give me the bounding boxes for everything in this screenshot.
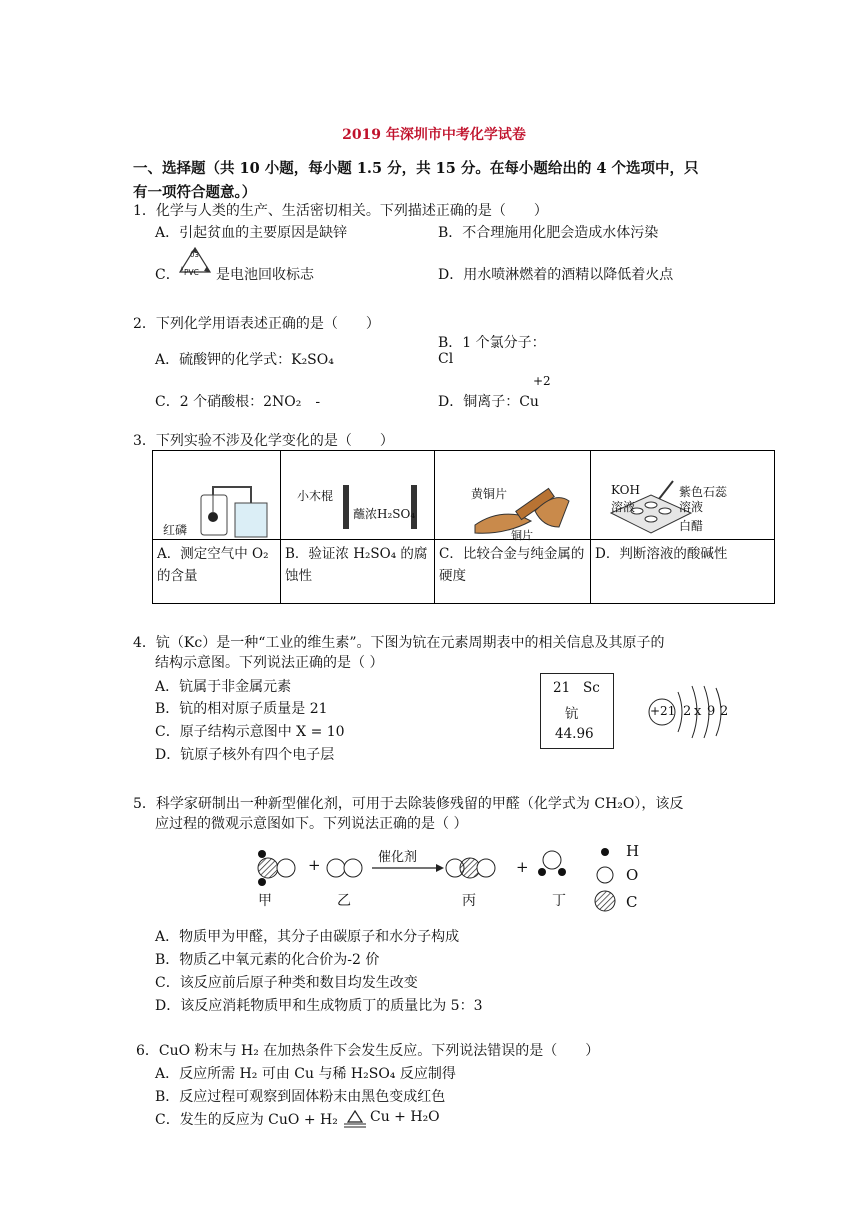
q2-option-d: D．铜离子：Cu — [438, 394, 539, 410]
shell-2: x — [694, 704, 702, 719]
q3-image-b — [281, 451, 435, 540]
element-name: 钪 — [565, 706, 579, 722]
element-symbol: Sc — [583, 680, 600, 696]
q3-image-a — [153, 451, 281, 540]
q5-option-d: D．该反应消耗物质甲和生成物质丁的质量比为 5：3 — [155, 998, 483, 1014]
label-bing: 丙 — [462, 893, 476, 909]
q1-option-b: B．不合理施用化肥会造成水体污染 — [438, 225, 659, 241]
q3-table — [152, 450, 775, 604]
q1-stem: 1．化学与人类的生产、生活密切相关。下列描述正确的是（ ） — [133, 203, 548, 219]
reaction-diagram — [250, 840, 670, 920]
element-number: 21 — [553, 680, 571, 696]
q4-option-c: C．原子结构示意图中 X = 10 — [155, 724, 345, 740]
plus-1: + — [308, 856, 321, 874]
heat-condition-icon — [343, 1108, 367, 1128]
q4-option-b: B．钪的相对原子质量是 21 — [155, 701, 328, 717]
q5-stem-line2: 应过程的微观示意图如下。下列说法正确的是（ ） — [155, 816, 468, 832]
recycle-icon-text: PVC — [184, 268, 199, 277]
q6-option-b: B．反应过程可观察到固体粉末由黑色变成红色 — [155, 1089, 446, 1105]
plus-2: + — [516, 858, 529, 876]
q5-option-b: B．物质乙中氧元素的化合价为-2 价 — [155, 952, 380, 968]
q3-caption-d: D．判断溶液的酸碱性 — [591, 540, 775, 604]
catalyst-label: 催化剂 — [378, 850, 418, 865]
q6-option-a: A．反应所需 H₂ 可由 Cu 与稀 H₂SO₄ 反应制得 — [155, 1066, 456, 1082]
q3-image-c — [435, 451, 591, 540]
shell-3: 9 — [707, 704, 716, 719]
q2-stem: 2．下列化学用语表述正确的是（ ） — [133, 316, 380, 332]
recycle-icon — [177, 246, 213, 282]
page-title: 2019 年深圳市中考化学试卷 — [342, 127, 526, 143]
q1-option-a: A．引起贫血的主要原因是缺锌 — [155, 225, 348, 241]
label-ding: 丁 — [552, 893, 566, 909]
label-yi: 乙 — [337, 893, 351, 909]
label-jia: 甲 — [258, 893, 272, 909]
q1-option-c-text: 是电池回收标志 — [216, 267, 314, 283]
label-dip-acid: 蘸浓H₂SO₄ — [353, 507, 416, 521]
q1-option-d: D．用水喷淋燃着的酒精以降低着火点 — [438, 267, 674, 283]
q6-option-c-right: Cu + H₂O — [370, 1109, 440, 1125]
q3-image-d — [591, 451, 775, 540]
q2-option-c: C．2 个硝酸根：2NO₂ - — [155, 394, 321, 410]
label-koh-1: KOH — [611, 483, 640, 497]
label-red-phosphorus: 红磷 — [163, 523, 188, 537]
q4-stem-line1: 4．钪（Kc）是一种“工业的维生素”。下图为钪在元素周期表中的相关信息及其原子的 — [133, 635, 665, 651]
q4-option-a: A．钪属于非金属元素 — [155, 679, 292, 695]
element-card — [540, 673, 614, 749]
label-vinegar: 白醋 — [679, 519, 704, 533]
q1-option-c-prefix: C． — [155, 267, 180, 283]
atom-structure-diagram — [646, 680, 736, 742]
q2-option-b-line2: Cl — [438, 351, 454, 367]
q3-caption-c: C．比较合金与纯金属的硬度 — [435, 540, 591, 604]
q4-stem-line2: 结构示意图。下列说法正确的是（ ） — [155, 655, 384, 671]
label-koh-2: 溶液 — [611, 500, 636, 514]
q5-stem-line1: 5．科学家研制出一种新型催化剂，可用于去除装修残留的甲醛（化学式为 CH₂O），该反 — [133, 796, 684, 812]
legend-c: C — [626, 893, 638, 911]
atom-nucleus: +21 — [650, 704, 676, 718]
label-stick: 小木棍 — [297, 489, 334, 503]
q3-caption-a: A．测定空气中 O₂ 的含量 — [153, 540, 281, 604]
q6-stem: 6．CuO 粉末与 H₂ 在加热条件下会发生反应。下列说法错误的是（ ） — [136, 1043, 600, 1059]
shell-1: 2 — [683, 704, 692, 719]
recycle-icon-number: 03 — [190, 251, 199, 259]
q4-option-d: D．钪原子核外有四个电子层 — [155, 747, 335, 763]
q3-stem: 3．下列实验不涉及化学变化的是（ ） — [133, 433, 394, 449]
section-heading-line2: 有一项符合题意。） — [133, 184, 257, 201]
q2-option-a: A．硫酸钾的化学式：K₂SO₄ — [155, 352, 334, 368]
legend-o: O — [626, 866, 639, 884]
section-heading-line1: 一、选择题（共 10 小题，每小题 1.5 分，共 15 分。在每小题给出的 4 个选项中，只 — [133, 160, 699, 177]
q5-option-a: A．物质甲为甲醛，其分子由碳原子和水分子构成 — [155, 929, 460, 945]
q6-option-c-left: C．发生的反应为 CuO + H₂ — [155, 1112, 338, 1128]
q3-caption-b: B．验证浓 H₂SO₄ 的腐蚀性 — [281, 540, 435, 604]
label-litmus-2: 溶液 — [679, 500, 704, 514]
label-brass: 黄铜片 — [471, 487, 508, 501]
q5-option-c: C．该反应前后原子种类和数目均发生改变 — [155, 975, 418, 991]
q2-option-b-line1: B．1 个氯分子： — [438, 335, 546, 351]
label-litmus-1: 紫色石蕊 — [679, 485, 728, 499]
shell-4: 2 — [720, 704, 729, 719]
label-copper: 铜片 — [511, 529, 533, 542]
element-mass: 44.96 — [555, 726, 594, 742]
q2-option-d-charge: +2 — [533, 374, 551, 388]
legend-h: H — [626, 842, 640, 860]
